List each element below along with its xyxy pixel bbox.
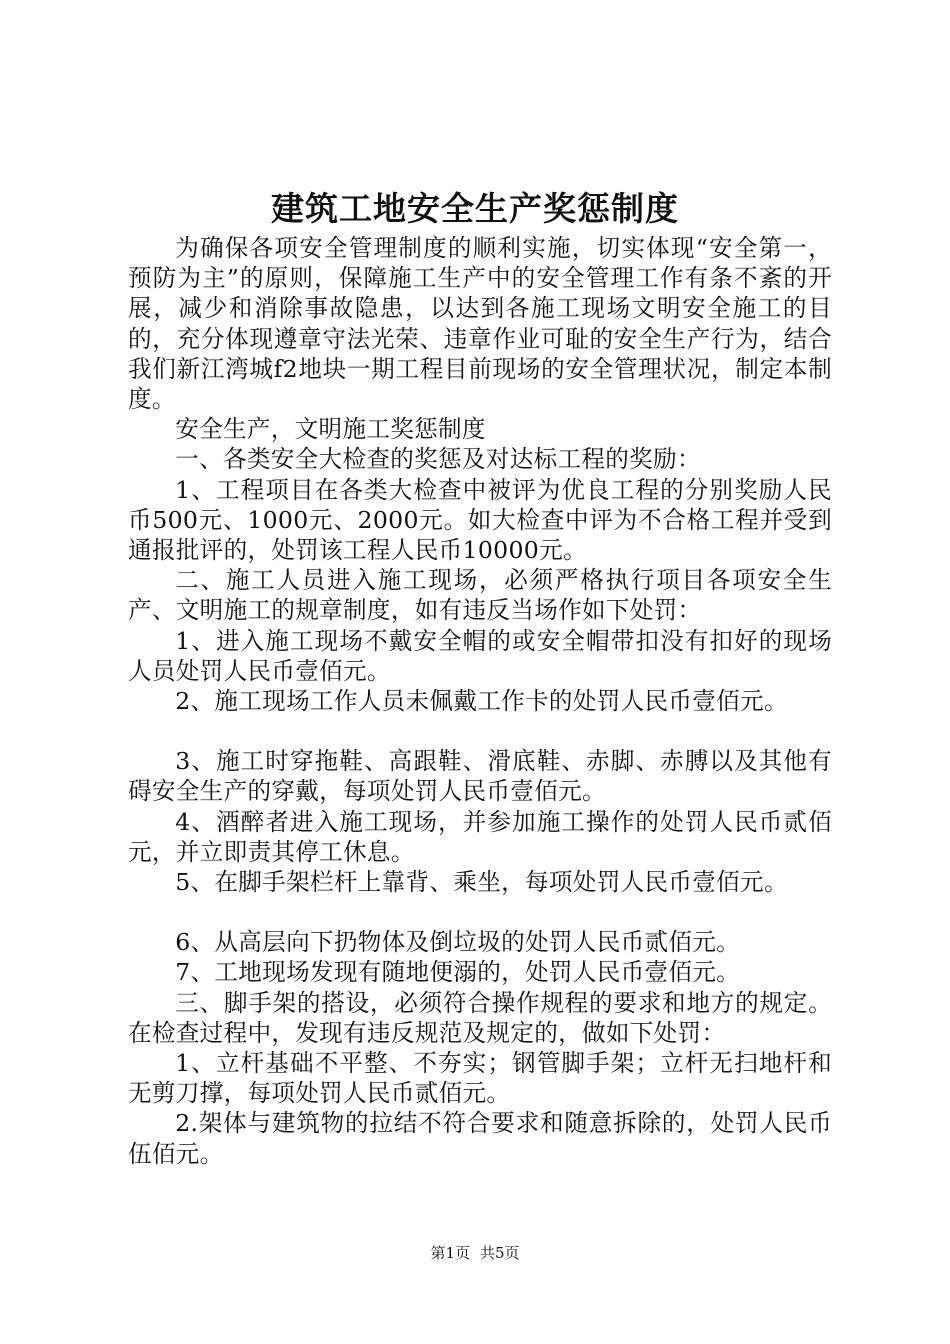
paragraph-item: 3、施工时穿拖鞋、高跟鞋、滑底鞋、赤脚、赤膊以及其他有碍安全生产的穿戴，每项处罚人民币壹佰元。 <box>128 747 832 806</box>
paragraph-section-1: 一、各类安全大检查的奖惩及对达标工程的奖励： <box>175 445 701 474</box>
paragraph-item: 1、进入施工现场不戴安全帽的或安全帽带扣没有扣好的现场人员处罚人民币壹佰元。 <box>128 626 832 685</box>
document-title: 建筑工地安全生产奖惩制度 <box>271 189 679 228</box>
paragraph-item: 4、酒醉者进入施工现场，并参加施工操作的处罚人民币贰佰元，并立即责其停工休息。 <box>128 807 832 866</box>
paragraph-heading: 安全生产，文明施工奖惩制度 <box>175 415 486 444</box>
paragraph-item: 6、从高层向下扔物体及倒垃圾的处罚人民币贰佰元。 <box>175 928 741 957</box>
paragraph-item: 2、施工现场工作人员未佩戴工作卡的处罚人民币壹佰元。 <box>175 687 788 716</box>
paragraph-intro: 为确保各项安全管理制度的顺利实施，切实体现“安全第一，预防为主”的原则，保障施工生产中的安全管理工作有条不紊的开展，减少和消除事故隐患，以达到各施工现场文明安全施工的目的，充分体现遵章守法光荣、违章作业可耻的安全生产行为，结合我们新江湾城f2地块一期工程目前现场的安全管理状况，制定本制度。 <box>128 234 832 414</box>
paragraph-section-2: 二、施工人员进入施工现场，必须严格执行项目各项安全生产、文明施工的规章制度，如有违反当场作如下处罚： <box>128 566 832 625</box>
page-number: 第1页 <box>430 1244 470 1262</box>
page-footer <box>0 1243 950 1263</box>
paragraph-item: 7、工地现场发现有随地便溺的，处罚人民币壹佰元。 <box>175 958 741 987</box>
paragraph-section-3: 三、脚手架的搭设，必须符合操作规程的要求和地方的规定。在检查过程中，发现有违反规范及规定的，做如下处罚： <box>128 988 832 1047</box>
document-body <box>128 233 832 1169</box>
paragraph-item: 2.架体与建筑物的拉结不符合要求和随意拆除的，处罚人民币伍佰元。 <box>128 1109 832 1168</box>
paragraph-item: 5、在脚手架栏杆上靠背、乘坐，每项处罚人民币壹佰元。 <box>175 868 788 897</box>
paragraph-item: 1、工程项目在各类大检查中被评为优良工程的分别奖励人民币500元、1000元、2000元。如大检查中评为不合格工程并受到通报批评的，处罚该工程人民币10000元。 <box>128 475 832 565</box>
page-total: 共5页 <box>480 1244 520 1262</box>
paragraph-item: 1、立杆基础不平整、不夯实；钢管脚手架；立杆无扫地杆和无剪刀撑，每项处罚人民币贰佰元。 <box>128 1049 832 1108</box>
